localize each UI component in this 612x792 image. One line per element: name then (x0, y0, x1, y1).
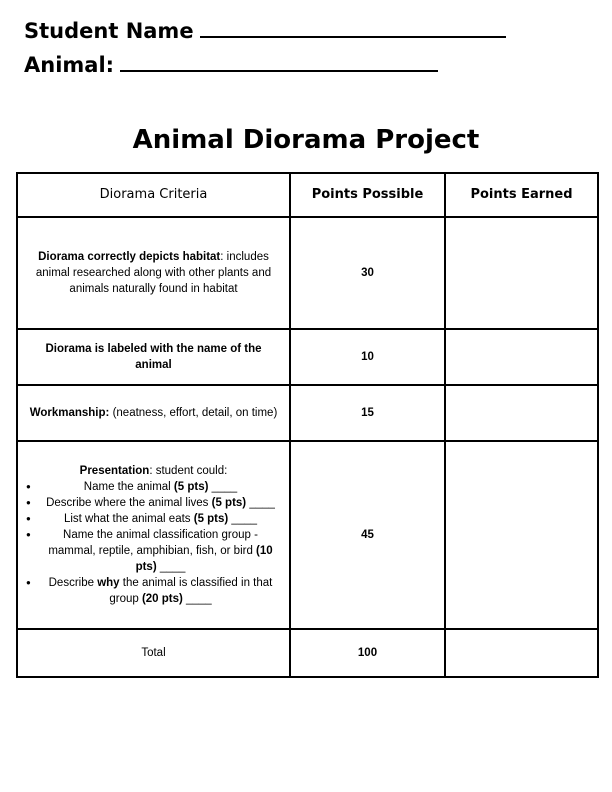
points-earned-cell[interactable] (445, 217, 598, 329)
criteria-cell (17, 329, 290, 385)
criteria-cell (17, 217, 290, 329)
criteria-cell (17, 385, 290, 441)
criteria-title: Diorama is labeled with the name of the animal (45, 343, 262, 371)
checklist-item (28, 495, 279, 511)
criteria-title: Diorama correctly depicts habitat (38, 251, 221, 263)
item-blank: ____ (208, 481, 238, 493)
criteria-cell (17, 441, 290, 629)
item-text: List what the animal eats (63, 513, 194, 525)
page-title: Animal Diorama Project (132, 125, 480, 155)
animal-line (24, 53, 438, 77)
table-row-habitat (17, 217, 598, 329)
checklist-item (28, 479, 279, 495)
item-blank: ____ (182, 593, 212, 605)
student-name-line (24, 19, 506, 43)
criteria-title: Presentation (79, 465, 150, 477)
item-emphasis: why (97, 577, 120, 589)
points-earned-cell[interactable] (445, 329, 598, 385)
presentation-checklist (28, 479, 279, 607)
item-text: Describe where the animal lives (46, 497, 212, 509)
item-points: (5 pts) (193, 513, 229, 525)
item-text: the animal is classified in that group (109, 577, 273, 605)
table-row-label (17, 329, 598, 385)
criteria-description: : includes animal researched along with other plants and animals naturally found in habitat (35, 251, 272, 295)
item-points: (5 pts) (173, 481, 209, 493)
criteria-description: (neatness, effort, detail, on time) (109, 407, 278, 419)
animal-blank[interactable] (120, 68, 438, 72)
points-earned-cell[interactable] (445, 385, 598, 441)
student-name-blank[interactable] (200, 34, 506, 38)
points-possible-cell: 10 (290, 329, 445, 385)
points-earned-cell[interactable] (445, 441, 598, 629)
rubric-table (16, 172, 599, 678)
checklist-item (28, 527, 279, 575)
item-blank: ____ (228, 513, 258, 525)
checklist-item (28, 511, 279, 527)
item-points: (20 pts) (141, 593, 183, 605)
criteria-heading (28, 463, 279, 479)
column-header-criteria: Diorama Criteria (17, 173, 290, 217)
item-blank: ____ (156, 561, 186, 573)
animal-label: Animal: (24, 53, 115, 77)
criteria-description: : student could: (149, 465, 228, 477)
total-earned-cell[interactable] (445, 629, 598, 677)
item-text: Name the animal classification group - mammal, reptile, amphibian, fish, or bird (48, 529, 258, 557)
table-row-workmanship (17, 385, 598, 441)
checklist-item (28, 575, 279, 607)
table-row-presentation (17, 441, 598, 629)
column-header-points-possible: Points Possible (290, 173, 445, 217)
points-possible-cell: 45 (290, 441, 445, 629)
item-blank: ____ (246, 497, 275, 509)
points-possible-cell: 15 (290, 385, 445, 441)
points-possible-cell: 30 (290, 217, 445, 329)
item-text: Name the animal (83, 481, 174, 493)
total-label-cell: Total (17, 629, 290, 677)
student-name-label: Student Name (24, 19, 194, 43)
table-row-total (17, 629, 598, 677)
column-header-points-earned: Points Earned (445, 173, 598, 217)
total-points-cell: 100 (290, 629, 445, 677)
table-header-row (17, 173, 598, 217)
item-points: (5 pts) (211, 497, 247, 509)
criteria-title: Workmanship: (29, 407, 110, 419)
item-text: Describe (48, 577, 98, 589)
item-points: (10 pts) (135, 545, 273, 573)
